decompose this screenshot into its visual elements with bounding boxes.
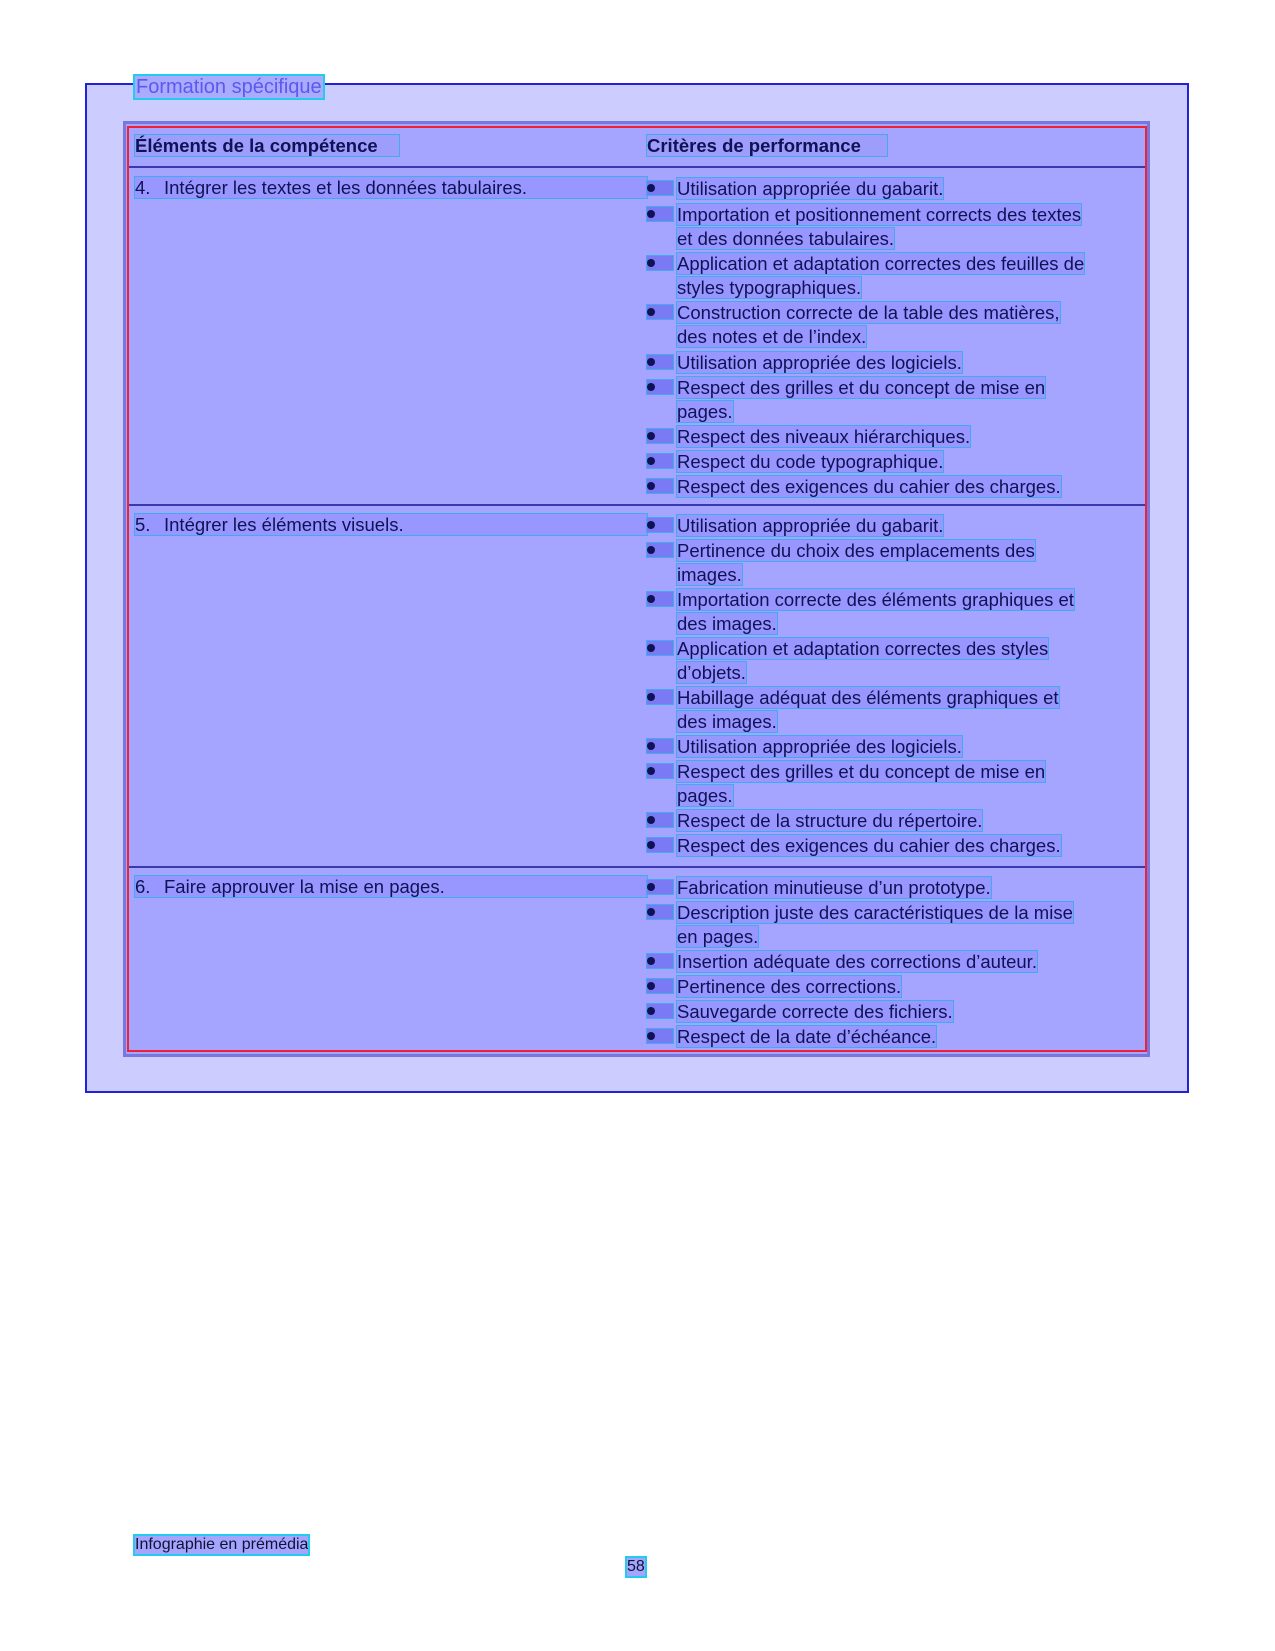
- performance-criterion: pages.: [677, 401, 733, 422]
- performance-criterion: des images.: [677, 711, 777, 732]
- element-number: 6.: [135, 876, 151, 897]
- performance-criterion: en pages.: [677, 926, 759, 947]
- bullet-icon: [647, 592, 673, 606]
- competence-element: [135, 876, 647, 897]
- bullet-icon: [647, 905, 673, 919]
- performance-criterion: et des données tabulaires.: [677, 228, 895, 249]
- competence-element: [135, 177, 647, 198]
- performance-criterion: Utilisation appropriée du gabarit.: [677, 515, 944, 536]
- row-separator: [129, 866, 1145, 868]
- performance-criterion: Application et adaptation correctes des styles: [677, 638, 1049, 659]
- performance-criterion: Pertinence du choix des emplacements des: [677, 540, 1035, 561]
- competence-element: [135, 514, 647, 535]
- section-title: Formation spécifique: [136, 76, 322, 98]
- page-number: 58: [627, 1558, 645, 1575]
- element-number: 5.: [135, 514, 151, 535]
- performance-criterion: Respect des exigences du cahier des charges.: [677, 476, 1061, 497]
- bullet-icon: [647, 641, 673, 655]
- performance-criterion: Respect des grilles et du concept de mise en: [677, 761, 1046, 782]
- performance-criterion: Utilisation appropriée du gabarit.: [677, 178, 944, 199]
- bullet-icon: [647, 979, 673, 993]
- performance-criterion: Utilisation appropriée des logiciels.: [677, 352, 962, 373]
- bullet-icon: [647, 813, 673, 827]
- bullet-icon: [647, 207, 673, 221]
- performance-criterion: Sauvegarde correcte des fichiers.: [677, 1001, 953, 1022]
- bullet-icon: [647, 1029, 673, 1043]
- element-text: Faire approuver la mise en pages.: [164, 876, 445, 897]
- bullet-icon: [647, 543, 673, 557]
- bullet-icon: [647, 454, 673, 468]
- performance-criterion: Insertion adéquate des corrections d’auteur.: [677, 951, 1037, 972]
- element-text: Intégrer les éléments visuels.: [164, 514, 404, 535]
- performance-criterion: Respect des grilles et du concept de mise en: [677, 377, 1046, 398]
- performance-criterion: Application et adaptation correctes des feuilles de: [677, 253, 1085, 274]
- performance-criterion: Respect de la structure du répertoire.: [677, 810, 983, 831]
- performance-criterion: Importation correcte des éléments graphiques et: [677, 589, 1074, 610]
- bullet-icon: [647, 181, 673, 195]
- performance-criterion: images.: [677, 564, 742, 585]
- performance-criterion: Respect de la date d’échéance.: [677, 1026, 937, 1047]
- performance-criterion: Respect des niveaux hiérarchiques.: [677, 426, 971, 447]
- bullet-icon: [647, 429, 673, 443]
- performance-criterion: Description juste des caractéristiques de la mise: [677, 902, 1073, 923]
- bullet-icon: [647, 838, 673, 852]
- performance-criterion: Importation et positionnement corrects des textes: [677, 204, 1082, 225]
- bullet-icon: [647, 690, 673, 704]
- bullet-icon: [647, 305, 673, 319]
- performance-criterion: pages.: [677, 785, 733, 806]
- bullet-icon: [647, 479, 673, 493]
- bullet-icon: [647, 518, 673, 532]
- bullet-icon: [647, 355, 673, 369]
- footer-document-title: Infographie en prémédia: [135, 1536, 309, 1553]
- bullet-icon: [647, 256, 673, 270]
- performance-criterion: des notes et de l’index.: [677, 326, 867, 347]
- performance-criterion: Respect du code typographique.: [677, 451, 944, 472]
- bullet-icon: [647, 954, 673, 968]
- performance-criterion: des images.: [677, 613, 777, 634]
- element-number: 4.: [135, 177, 151, 198]
- bullet-icon: [647, 380, 673, 394]
- performance-criterion: Utilisation appropriée des logiciels.: [677, 736, 962, 757]
- header-elements: Éléments de la compétence: [135, 135, 399, 156]
- performance-criterion: Construction correcte de la table des matières,: [677, 302, 1060, 323]
- performance-criterion: d’objets.: [677, 662, 746, 683]
- performance-criterion: Habillage adéquat des éléments graphiques et: [677, 687, 1059, 708]
- performance-criterion: Respect des exigences du cahier des charges.: [677, 835, 1061, 856]
- bullet-icon: [647, 1004, 673, 1018]
- bullet-icon: [647, 739, 673, 753]
- bullet-icon: [647, 880, 673, 894]
- element-text: Intégrer les textes et les données tabulaires.: [164, 177, 528, 198]
- performance-criterion: styles typographiques.: [677, 277, 862, 298]
- header-separator: [129, 166, 1145, 168]
- header-criteres: Critères de performance: [647, 135, 887, 156]
- performance-criterion: Pertinence des corrections.: [677, 976, 902, 997]
- performance-criterion: Fabrication minutieuse d’un prototype.: [677, 877, 991, 898]
- bullet-icon: [647, 764, 673, 778]
- row-separator: [129, 504, 1145, 506]
